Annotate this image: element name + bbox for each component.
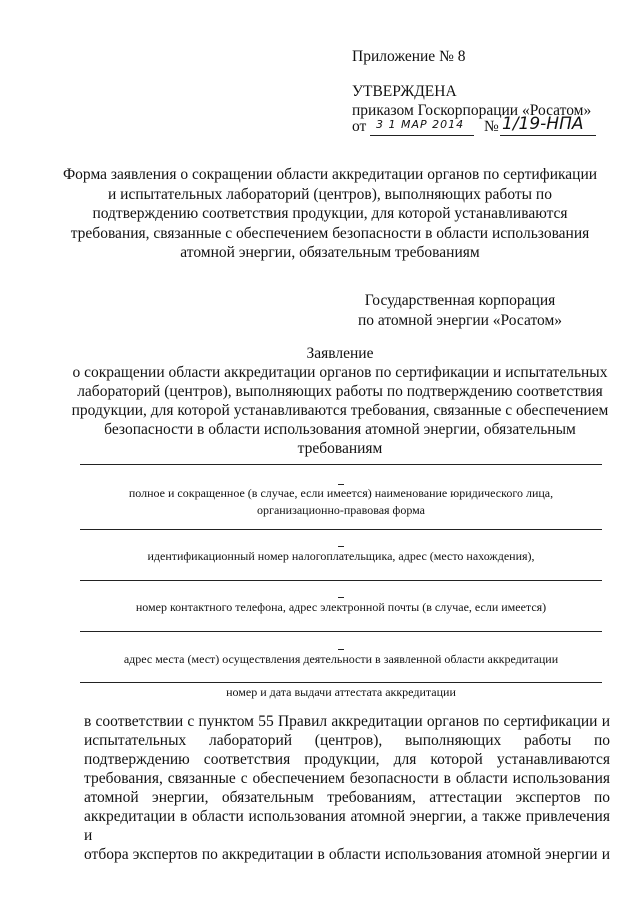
approved-label: УТВЕРЖДЕНА [352, 83, 457, 100]
number-underline [500, 135, 596, 136]
date-underline [370, 135, 474, 136]
caption-activity-address: адрес места (мест) осуществления деятельности в заявленной области аккредитации [123, 652, 559, 666]
blank-line-certificate [80, 682, 602, 683]
caption-contacts: номер контактного телефона, адрес электронной почты (в случае, если имеется) [135, 600, 547, 614]
application-heading: Заявление о сокращении области аккредитации органов по сертификации и испытательных лабораторий (центров), выполняющих работы по подтверждению соответствия продукции, для которой устанавливаются требования, связанные с обеспечением безопасности в области использования атомной энергии, обязательным требованиям [71, 345, 609, 457]
addressee-block: Государственная корпорация по атомной энергии «Росатом» [357, 292, 563, 329]
blank-line-name-1 [80, 464, 602, 465]
stamped-date: 3 1 МАР 2014 [376, 118, 465, 131]
blank-line-contacts [80, 631, 602, 632]
blank-line-name-2 [80, 529, 602, 530]
dash-mark [338, 597, 344, 598]
appendix-label: Приложение № 8 [352, 48, 466, 65]
order-date-number-line [352, 116, 612, 140]
handwritten-number: 1/19-НПА [502, 114, 584, 134]
dash-mark [338, 649, 344, 650]
order-text: приказом Госкорпорации «Росатом» [352, 102, 592, 119]
form-title: Форма заявления о сокращении области аккредитации органов по сертификации и испытательных лабораторий (центров), выполняющих работы по подтверждению соответствия продукции, для которой устанавливаются требования, связанные с обеспечением безопасности в области использования атомной энергии, обязательным требованиям [62, 166, 598, 261]
number-sign: № [484, 118, 499, 135]
dash-mark [338, 546, 344, 547]
caption-inn-address: идентификационный номер налогоплательщика, адрес (место нахождения), [147, 549, 535, 563]
blank-line-inn [80, 580, 602, 581]
caption-legal-name: полное и сокращенное (в случае, если имеется) наименование юридического лица, организационно-правовая форма [128, 486, 554, 517]
body-paragraph: в соответствии с пунктом 55 Правил аккредитации органов по сертификации и испытательных лабораторий (центров), выполняющих работы по подтверждению соответствия продукции, для которой устанавливаются требования, связанные с обеспечением безопасности в области использования атомной энергии, обязательным требованиям, аттестации экспертов по аккредитации в области использования атомной энергии, а также привлечения и отбора экспертов по аккредитации в области использования атомной энергии и [84, 713, 610, 863]
date-prefix: от [352, 118, 367, 135]
caption-certificate: номер и дата выдачи аттестата аккредитации [226, 685, 456, 699]
